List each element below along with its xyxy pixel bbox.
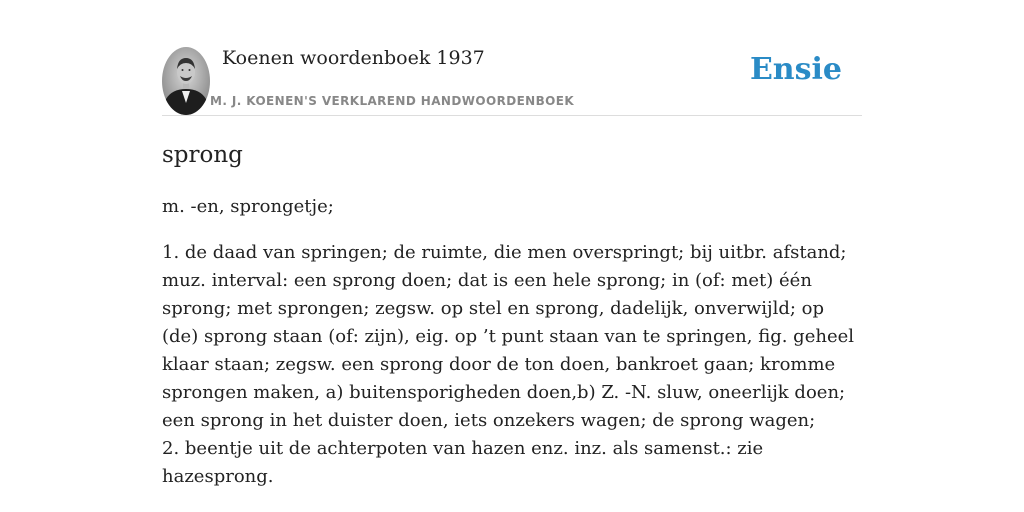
author-portrait [162,47,210,115]
grammar-info: m. -en, sprongetje; [162,196,334,217]
headword: sprong [162,142,243,168]
dictionary-title-link[interactable]: Koenen woordenboek 1937 [222,47,485,69]
page [162,0,862,512]
definition [162,239,862,491]
ensie-logo-link[interactable]: Ensie [749,52,842,87]
dictionary-subtitle: M. J. KOENEN'S VERKLAREND HANDWOORDENBOEK [210,94,575,108]
dictionary-header [162,46,862,116]
sense-1: 1. de daad van springen; de ruimte, die men overspringt; bij uitbr. afstand; muz. interval: een sprong doen; dat is een hele sprong; in (of: met) één sprong; met sprongen; zegsw. op stel en sprong, dadelijk, onverwijld; op (de) sprong staan (of: zijn), eig. op ’t punt staan van te springen, fig. geheel klaar staan; zegsw. een sprong door de ton doen, bankroet gaan; kromme sprongen maken, a) buitensporigheden doen,b) Z. -N. sluw, oneerlijk doen; een sprong in het duister doen, iets onzekers wagen; de sprong wagen; [162,242,855,431]
sense-2: 2. beentje uit de achterpoten van hazen enz. inz. als samenst.: zie hazesprong. [162,438,764,487]
